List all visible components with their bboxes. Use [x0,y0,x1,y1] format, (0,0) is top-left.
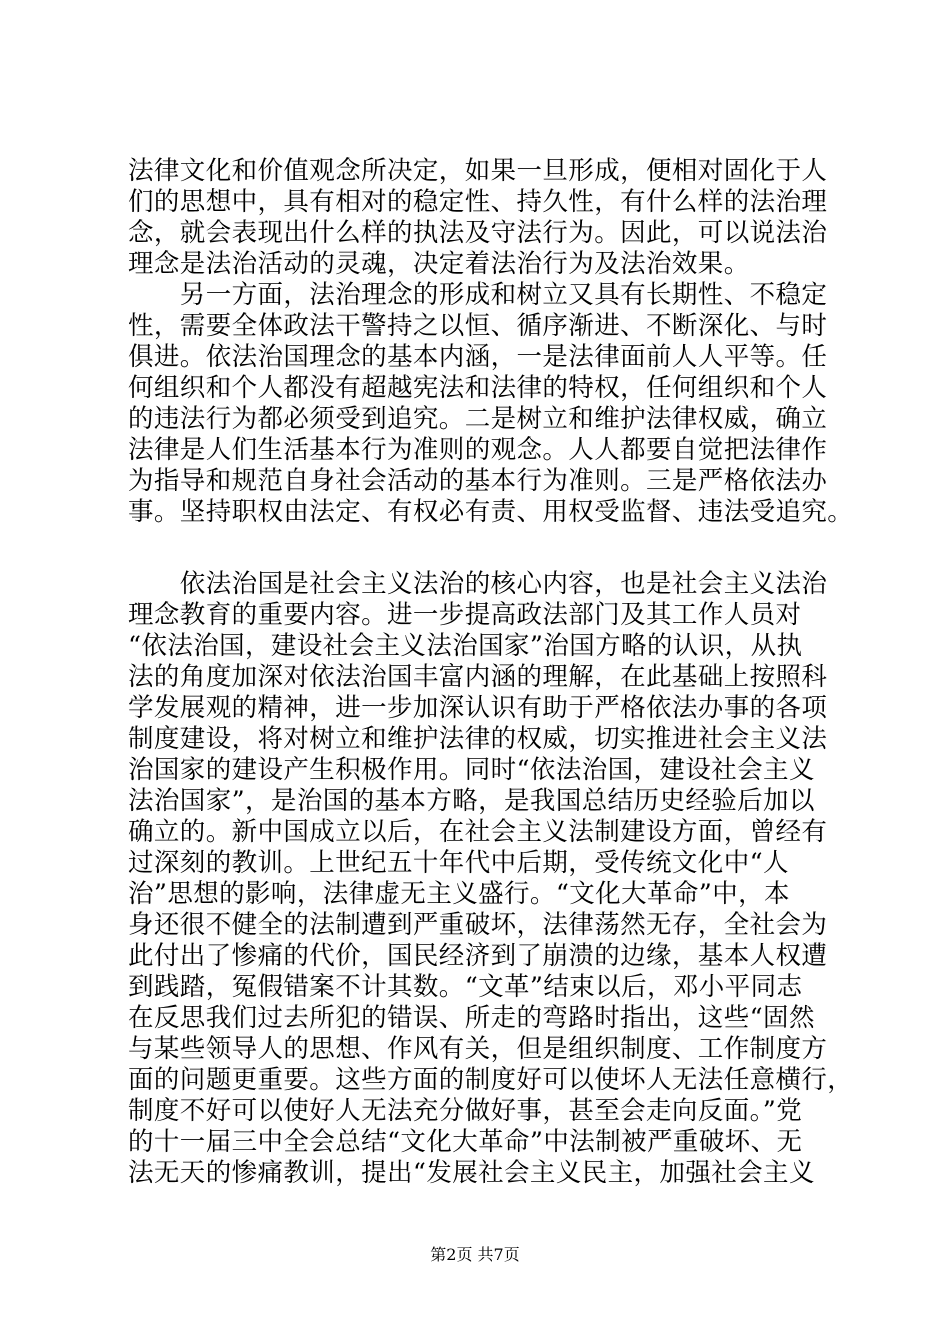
text-line: 与某些领导人的思想、作风有关，但是组织制度、工作制度方 [128,1034,828,1064]
text-line: 理念教育的重要内容。进一步提高政法部门及其工作人员对 [128,600,802,630]
text-line: 治国家的建设产生积极作用。同时“依法治国，建设社会主义 [128,755,815,785]
text-line: 何组织和个人都没有超越宪法和法律的特权，任何组织和个人 [128,373,828,403]
text-line: 们的思想中，具有相对的稳定性、持久性，有什么样的法治理 [128,187,828,217]
paragraph-block-2 [128,569,854,1189]
text-line: 确立的。新中国成立以后，在社会主义法制建设方面，曾经有 [128,817,828,847]
page-footer [0,1245,950,1265]
text-line: 理念是法治活动的灵魂，决定着法治行为及法治效果。 [128,249,750,279]
text-line: 身还很不健全的法制遭到严重破坏，法律荡然无存，全社会为 [128,910,828,940]
text-line: 另一方面，法治理念的形成和树立又具有长期性、不稳定 [128,280,828,310]
text-line: 念，就会表现出什么样的执法及守法行为。因此，可以说法治 [128,218,828,248]
text-line: 性，需要全体政法干警持之以恒、循序渐进、不断深化、与时 [128,311,828,341]
text-line: 法律是人们生活基本行为准则的观念。人人都要自觉把法律作 [128,435,828,465]
text-line: 法的角度加深对依法治国丰富内涵的理解，在此基础上按照科 [128,662,828,692]
text-line: 制度建设，将对树立和维护法律的权威，切实推进社会主义法 [128,724,828,754]
text-line: 学发展观的精神，进一步加深认识有助于严格依法办事的各项 [128,693,828,723]
text-line: 面的问题更重要。这些方面的制度好可以使坏人无法任意横行， [128,1065,854,1095]
page-number: 第2页 共7页 [430,1245,520,1264]
text-line: 到践踏，冤假错案不计其数。“文革”结束以后，邓小平同志 [128,972,803,1002]
text-line: 法律文化和价值观念所决定，如果一旦形成，便相对固化于人 [128,156,828,186]
text-line: 在反思我们过去所犯的错误、所走的弯路时指出，这些“固然 [128,1003,815,1033]
text-line: 的违法行为都必须受到追究。二是树立和维护法律权威，确立 [128,404,828,434]
text-line: 法治国家”，是治国的基本方略，是我国总结历史经验后加以 [128,786,815,816]
paragraph-block-1 [128,156,854,528]
text-line: 依法治国是社会主义法治的核心内容，也是社会主义法治 [128,569,828,599]
text-line: 治”思想的影响，法律虚无主义盛行。“文化大革命”中，本 [128,879,790,909]
text-line: 制度不好可以使好人无法充分做好事，甚至会走向反面。”党 [128,1096,803,1126]
text-line: 为指导和规范自身社会活动的基本行为准则。三是严格依法办 [128,466,828,496]
text-line: 法无天的惨痛教训，提出“发展社会主义民主，加强社会主义 [128,1158,815,1188]
text-line: 过深刻的教训。上世纪五十年代中后期，受传统文化中“人 [128,848,789,878]
text-line: 此付出了惨痛的代价，国民经济到了崩溃的边缘，基本人权遭 [128,941,828,971]
text-line: 的十一届三中全会总结“文化大革命”中法制被严重破坏、无 [128,1127,803,1157]
text-line: “依法治国，建设社会主义法治国家”治国方略的认识，从执 [128,631,803,661]
text-line: 俱进。依法治国理念的基本内涵，一是法律面前人人平等。任 [128,342,828,372]
text-line: 事。坚持职权由法定、有权必有责、用权受监督、违法受追究。 [128,497,854,527]
